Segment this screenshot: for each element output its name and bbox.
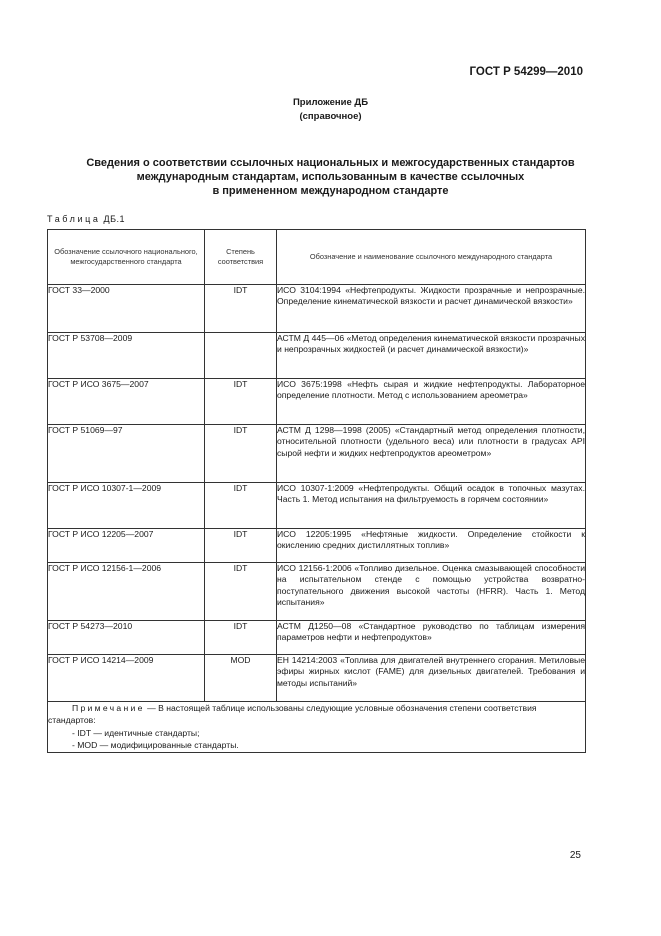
note-text: — В настоящей таблице использованы следующие условные обозначения степени соответствия стандартов: (48, 703, 537, 726)
cell-national: ГОСТ Р 51069—97 (48, 425, 205, 483)
cell-degree: IDT (205, 483, 277, 529)
table-row (48, 529, 586, 563)
cell-international: АСТМ Д 1298—1998 (2005) «Стандартный метод определения плотности, относительной плотности (удельного веса) или плотности в градусах API сырой нефти и жидких нефтепродуктов ареометром» (277, 425, 586, 483)
section-title-line-2: международным стандартам, использованным в качестве ссылочных (136, 171, 525, 183)
cell-degree: MOD (205, 655, 277, 702)
cell-international: ИСО 12156-1:2006 «Топливо дизельное. Оценка смазывающей способности на испытательном стенде с помощью устройства возвратно-поступательного движения высокой частоты (HFRR). Часть 1. Метод испытания» (277, 563, 586, 621)
note-label: Примечание (72, 703, 145, 713)
table-label-word: Таблица (47, 214, 101, 224)
table-header-row (48, 230, 586, 285)
section-title-line-1: Сведения о соответствии ссылочных национальных и межгосударственных стандартов (86, 157, 575, 169)
note-paragraph (48, 702, 585, 727)
cell-international: АСТМ Д1250—08 «Стандартное руководство по таблицам измерения параметров нефти и нефтепродуктов» (277, 621, 586, 655)
appendix-title: Приложение ДБ (292, 97, 369, 108)
appendix-heading (0, 96, 661, 124)
note-item: - IDT — идентичные стандарты; (72, 727, 200, 738)
cell-national: ГОСТ 33—2000 (48, 285, 205, 333)
cell-degree: IDT (205, 529, 277, 563)
table-row (48, 379, 586, 425)
section-title (40, 156, 621, 198)
column-header-degree: Степень соответствия (205, 230, 277, 285)
section-title-line-3: в примененном международном стандарте (212, 185, 449, 197)
column-header-international: Обозначение и наименование ссылочного международного стандарта (277, 230, 586, 285)
cell-degree: IDT (205, 563, 277, 621)
cell-international: АСТМ Д 445—06 «Метод определения кинематической вязкости прозрачных и непрозрачных жидкостей (и расчет динамической вязкости)» (277, 333, 586, 379)
cell-international: ИСО 3104:1994 «Нефтепродукты. Жидкости прозрачные и непрозрачные. Определение кинематической вязкости и расчет динамической вязкости» (277, 285, 586, 333)
cell-international: ИСО 10307-1:2009 «Нефтепродукты. Общий осадок в топочных мазутах. Часть 1. Метод испытания на фильтруемость в горячем состоянии» (277, 483, 586, 529)
cell-international: ИСО 12205:1995 «Нефтяные жидкости. Определение стойкости к окислению средних дистиллятных топлив» (277, 529, 586, 563)
table-row (48, 655, 586, 702)
table-note (48, 702, 586, 753)
cell-national: ГОСТ Р ИСО 3675—2007 (48, 379, 205, 425)
cell-degree: IDT (205, 285, 277, 333)
page-number: 25 (569, 850, 581, 861)
table-label-number: ДБ.1 (103, 214, 126, 224)
cell-national: ГОСТ Р ИСО 10307-1—2009 (48, 483, 205, 529)
note-item: - MOD — модифицированные стандарты. (72, 740, 239, 751)
cell-national: ГОСТ Р ИСО 12205—2007 (48, 529, 205, 563)
table-label (47, 214, 125, 224)
cell-national: ГОСТ Р ИСО 12156-1—2006 (48, 563, 205, 621)
column-header-national: Обозначение ссылочного национального, межгосударственного стандарта (48, 230, 205, 285)
table-note-row (48, 702, 586, 753)
table-row (48, 333, 586, 379)
table-row (48, 483, 586, 529)
cell-international: ИСО 3675:1998 «Нефть сырая и жидкие нефтепродукты. Лабораторное определение плотности. Метод с использованием ареометра» (277, 379, 586, 425)
cell-degree: IDT (205, 379, 277, 425)
cell-degree (205, 333, 277, 379)
document-code: ГОСТ Р 54299—2010 (469, 66, 583, 78)
table-row (48, 285, 586, 333)
table-row (48, 621, 586, 655)
cell-national: ГОСТ Р 54273—2010 (48, 621, 205, 655)
cell-degree: IDT (205, 621, 277, 655)
standards-table (47, 229, 586, 753)
cell-international: ЕН 14214:2003 «Топлива для двигателей внутреннего сгорания. Метиловые эфиры жирных кислот (FAME) для дизельных двигателей. Требования и методы испытаний» (277, 655, 586, 702)
table-row (48, 425, 586, 483)
cell-degree: IDT (205, 425, 277, 483)
cell-national: ГОСТ Р ИСО 14214—2009 (48, 655, 205, 702)
cell-national: ГОСТ Р 53708—2009 (48, 333, 205, 379)
table-row (48, 563, 586, 621)
appendix-subtitle: (справочное) (299, 111, 362, 122)
